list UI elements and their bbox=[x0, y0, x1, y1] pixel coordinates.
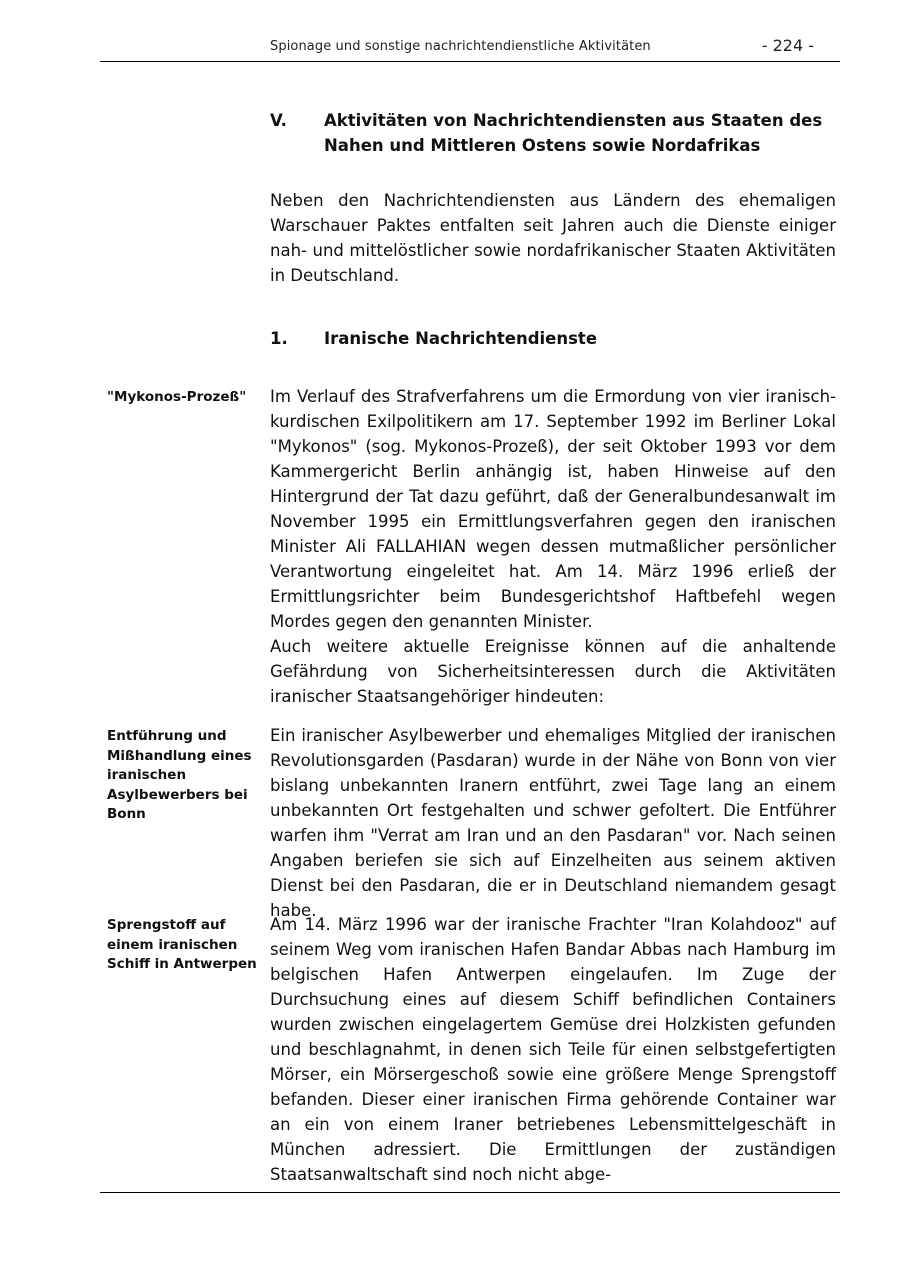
paragraph-further-events: Auch weitere aktuelle Ereignisse können auf die anhaltende Gefährdung von Sicherheitsinteressen durch die Aktivitäten iranischer Staatsangehöriger hindeuten: bbox=[270, 637, 836, 706]
intro-paragraph: Neben den Nachrichtendiensten aus Ländern des ehemaligen Warschauer Paktes entfalten seit Jahren auch die Dienste einiger nah- und mittelöstlicher sowie nordafrikanischer Staaten Aktivitäten in Deutschland. bbox=[270, 191, 836, 285]
chapter-heading bbox=[270, 108, 830, 158]
section-number: 1. bbox=[270, 329, 288, 348]
page-header bbox=[100, 36, 840, 62]
section-title: Iranische Nachrichtendienste bbox=[324, 329, 598, 348]
side-note-mykonos: "Mykonos-Prozeß" bbox=[107, 389, 247, 405]
page-number: - 224 - bbox=[761, 36, 814, 55]
paragraph-kidnapping: Ein iranischer Asylbewerber und ehemaliges Mitglied der iranischen Revolutionsgarden (Pasdaran) wurde in der Nähe von Bonn von vier bislang unbekannten Iranern entführt, zwei Tage lang an einem unbekannten Ort festgehalten und schwer gefoltert. Die Entführer warfen ihm "Verrat am Iran und an den Pasdaran" vor. Nach seinen Angaben beriefen sie sich auf Einzelheiten aus seinem aktiven Dienst bei den Pasdaran, die er in Deutschland niemandem gesagt habe. bbox=[270, 726, 836, 920]
section-heading bbox=[270, 326, 597, 351]
paragraph-explosives: Am 14. März 1996 war der iranische Frachter "Iran Kolahdooz" auf seinem Weg vom iranischen Hafen Bandar Abbas nach Hamburg im belgischen Hafen Antwerpen eingelaufen. Im Zuge der Durchsuchung eines auf diesem Schiff befindlichen Containers wurden zwischen eingelagertem Gemüse drei Holzkisten gefunden und beschlagnahmt, in denen sich Teile für einen selbstgefertigten Mörser, ein Mörsergeschoß sowie eine größere Menge Sprengstoff befanden. Dieser einer iranischen Firma gehörende Container war an ein von einem Iraner betriebenes Lebensmittelgeschäft in München adressiert. Die Ermittlungen der zuständigen Staatsanwaltschaft sind noch nicht abge- bbox=[270, 915, 836, 1184]
side-note-kidnapping: Entführung und Mißhandlung eines iranischen Asylbewerbers bei Bonn bbox=[107, 728, 252, 822]
paragraph-mykonos: Im Verlauf des Strafverfahrens um die Ermordung von vier iranisch-kurdischen Exilpolitikern am 17. September 1992 im Berliner Lokal "Mykonos" (sog. Mykonos-Prozeß), der seit Oktober 1993 vor dem Kammergericht Berlin anhängig ist, haben Hinweise auf den Hintergrund der Tat dazu geführt, daß der Generalbundesanwalt im November 1995 ein Ermittlungsverfahren gegen den iranischen Minister Ali FALLAHIAN wegen dessen mutmaßlicher persönlicher Verantwortung eingeleitet hat. Am 14. März 1996 erließ der Ermittlungsrichter beim Bundesgerichtshof Haftbefehl wegen Mordes gegen den genannten Minister. bbox=[270, 387, 836, 631]
chapter-title: Aktivitäten von Nachrichtendiensten aus Staaten des Nahen und Mittleren Ostens sowie Nordafrikas bbox=[324, 111, 823, 155]
chapter-number: V. bbox=[270, 111, 287, 130]
side-note-explosives: Sprengstoff auf einem iranischen Schiff in Antwerpen bbox=[107, 917, 257, 972]
running-title: Spionage und sonstige nachrichtendienstliche Aktivitäten bbox=[270, 39, 651, 54]
footer-rule bbox=[100, 1192, 840, 1193]
